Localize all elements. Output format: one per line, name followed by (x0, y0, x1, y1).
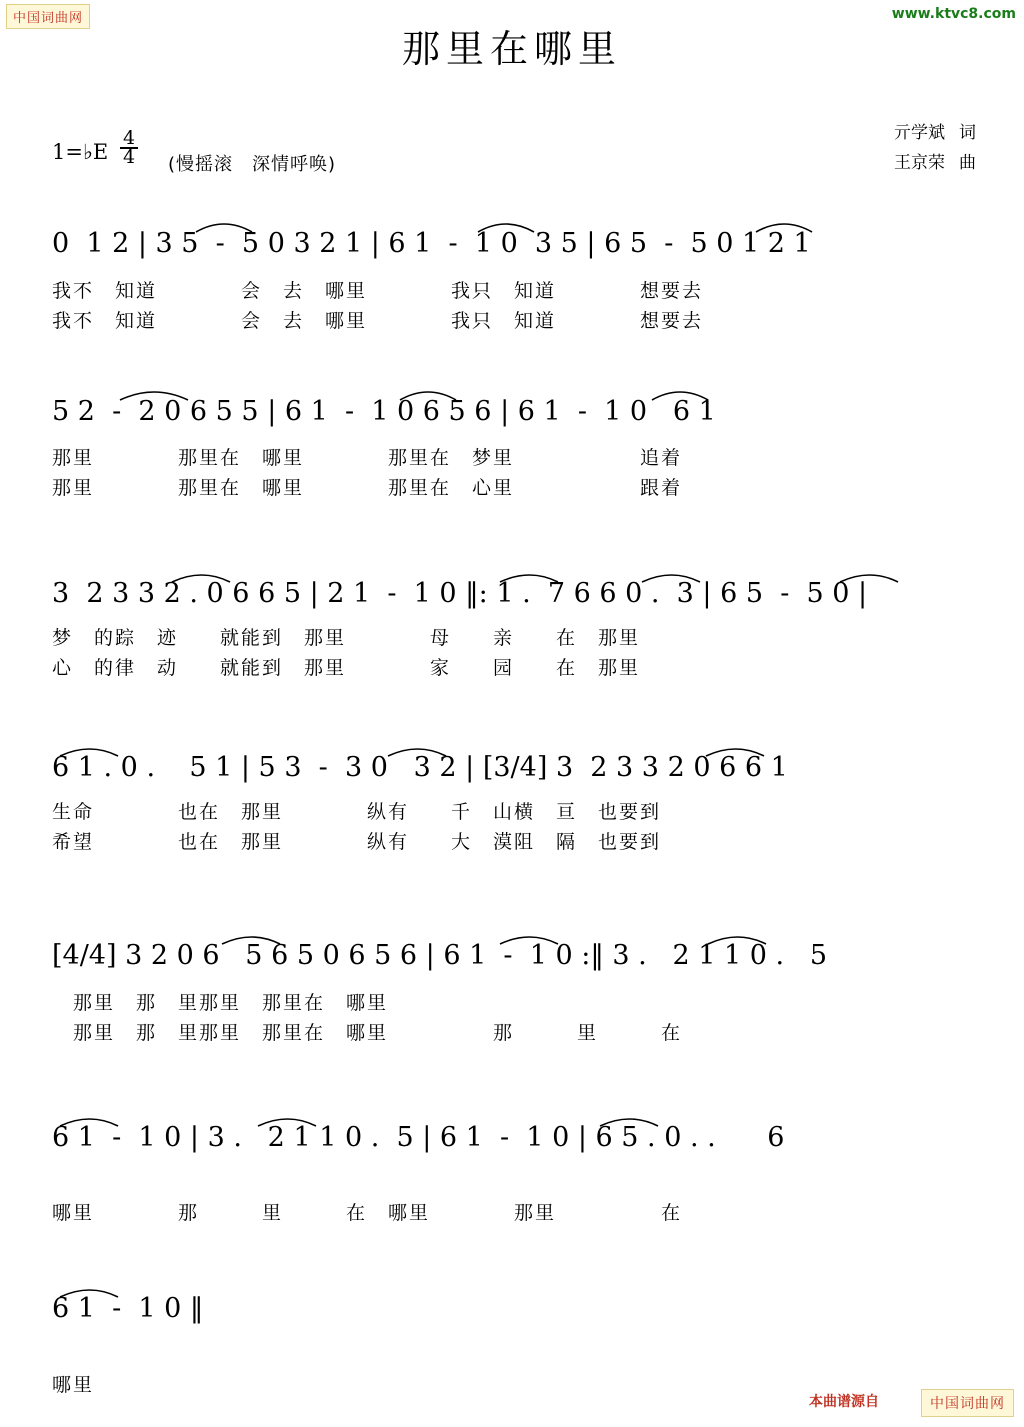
composer-role: 曲 (959, 153, 976, 173)
time-signature-numerator: 4 (120, 130, 138, 149)
notes-line-7: 6 1 - 1 0 ‖ (52, 1293, 204, 1324)
lyricist-line (894, 118, 976, 148)
lyric-line-5a: 那里 那 里那里 那里在 哪里 (52, 992, 389, 1014)
composer-line (894, 148, 976, 178)
notes-line-5: [4/4] 3 2 0 6 5 6 5 0 6 5 6 | 6 1 - 1 0 :‖ 3 . 2 1 1 0 . 5 (52, 940, 828, 971)
lyric-line-1b: 我不 知道 会 去 哪里 我只 知道 想要去 (52, 310, 704, 332)
lyricist-role: 词 (959, 123, 976, 143)
watermark-bottom-text: 本曲谱源自 (809, 1394, 879, 1410)
time-signature-denominator: 4 (123, 146, 136, 168)
lyric-line-1a: 我不 知道 会 去 哪里 我只 知道 想要去 (52, 280, 704, 302)
credits (894, 118, 976, 178)
watermark-bottom-box: 中国词曲网 (921, 1389, 1014, 1417)
lyric-line-5b: 那里 那 里那里 那里在 哪里 那 里 在 (52, 1022, 683, 1044)
watermark-top-left: 中国词曲网 (6, 4, 90, 29)
lyric-line-7a: 哪里 (52, 1374, 95, 1396)
notes-line-3: 3 2 3 3 2 . 0 6 6 5 | 2 1 - 1 0 ‖: 1 . 7 6 6 0 . 3 | 6 5 - 5 0 | (52, 578, 868, 609)
lyric-line-4a: 生命 也在 那里 纵有 千 山横 亘 也要到 (52, 801, 662, 823)
time-signature (120, 127, 138, 168)
lyric-line-6a: 哪里 那 里 在 哪里 那里 在 (52, 1202, 683, 1224)
notes-line-6: 6 1 - 1 0 | 3 . 2 1 1 0 . 5 | 6 1 - 1 0 | 6 5 . 0 . . 6 (52, 1122, 785, 1153)
composer-name: 王京荣 (894, 153, 945, 173)
lyric-line-4b: 希望 也在 那里 纵有 大 漠阻 隔 也要到 (52, 831, 662, 853)
lyric-line-2a: 那里 那里在 哪里 那里在 梦里 追着 (52, 447, 683, 469)
notes-line-4: 6 1 . 0 . 5 1 | 5 3 - 3 0 3 2 | [3/4] 3 2 3 3 2 0 6 6 1 (52, 752, 788, 783)
notes-line-2: 5 2 - 2 0 6 5 5 | 6 1 - 1 0 6 5 6 | 6 1 - 1 0 6 1 (52, 396, 716, 427)
lyric-line-2b: 那里 那里在 哪里 那里在 心里 跟着 (52, 477, 683, 499)
lyric-line-3b: 心 的律 动 就能到 那里 家 园 在 那里 (52, 657, 641, 679)
watermark-top-right: www.ktvc8.com (891, 6, 1016, 22)
notes-line-1: 0 1 2 | 3 5 - 5 0 3 2 1 | 6 1 - 1 0 3 5 | 6 5 - 5 0 1 2 1 (52, 228, 811, 259)
key-signature: 1=♭E (52, 140, 109, 164)
lyricist-name: 亓学斌 (894, 123, 945, 143)
lyric-line-3a: 梦 的踪 迹 就能到 那里 母 亲 在 那里 (52, 627, 641, 649)
tempo-marking: (慢摇滚 深情呼唤) (168, 154, 337, 175)
page-title: 那里在哪里 (401, 27, 622, 71)
